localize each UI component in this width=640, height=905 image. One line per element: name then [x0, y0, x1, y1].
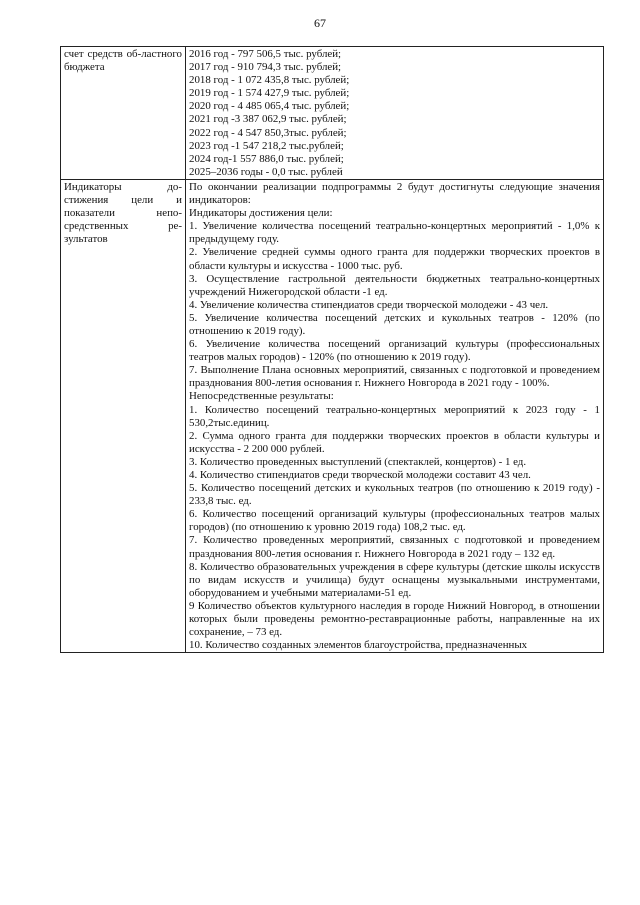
budget-line: 2023 год -1 547 218,2 тыс.рублей; — [189, 139, 344, 152]
budget-line: 2018 год - 1 072 435,8 тыс. рублей; — [189, 74, 350, 87]
indicators-cell — [186, 179, 604, 652]
indicator-item: 3. Осуществление гастрольной деятельности бюджетных театрально-концертных учреждений Нижегородской области -1 ед. — [189, 272, 600, 298]
result-item: 6. Количество посещений организаций культуры (профессиональных театров малых городов) (по отношению к уровню 2019 года) 108,2 тыс. ед. — [189, 508, 600, 534]
row-label-budget: счет средств об-ластного бюджета — [61, 47, 186, 180]
indicators-intro: По окончании реализации подпрограммы 2 будут достигнуты следующие значения индикаторов: — [189, 180, 600, 207]
indicator-item: 2. Увеличение средней суммы одного гранта для поддержки творческих проектов в области культуры и искусства - 1000 тыс. руб. — [189, 246, 600, 272]
table-row-indicators — [61, 179, 604, 652]
table-row-budget — [61, 47, 604, 180]
result-item: 10. Количество созданных элементов благоустройства, предназначенных — [189, 639, 528, 652]
budget-line: 2024 год-1 557 886,0 тыс. рублей; — [189, 152, 344, 165]
indicator-item: 5. Увеличение количества посещений детских и кукольных театров - 120% (по отношению к 2019 году). — [189, 311, 600, 337]
indicator-item: 7. Выполнение Плана основных мероприятий, связанных с подготовкой и проведением празднования 800-летия основания г. Нижнего Новгорода в 2021 году - 100%. — [189, 364, 600, 390]
row-label-indicators: Индикаторы до-стижения цели и показатели непо-средственных ре-зультатов — [61, 179, 186, 652]
result-item: 4. Количество стипендиатов среди творческой молодежи составит 43 чел. — [189, 469, 531, 481]
result-item: 8. Количество образовательных учреждения в сфере культуры (детские школы искусств по видам искусств и училища) будут оснащены музыкальными инструментами, оборудованием и учебными материалами-51 ед. — [189, 560, 600, 599]
result-item: 3. Количество проведенных выступлений (спектаклей, концертов) - 1 ед. — [189, 455, 527, 468]
budget-line: 2019 год - 1 574 427,9 тыс. рублей; — [189, 87, 350, 100]
result-item: 7. Количество проведенных мероприятий, связанных с подготовкой и проведением празднования 800-летия основания г. Нижнего Новгорода в 2021 году – 132 ед. — [189, 534, 600, 560]
indicators-heading: Индикаторы достижения цели: — [189, 207, 333, 220]
indicator-item: 6. Увеличение количества посещений организаций культуры (профессиональных театров малых городов) - 120% (по отношению к 2019 году). — [189, 338, 600, 364]
budget-years-cell — [186, 47, 604, 180]
budget-line: 2022 год - 4 547 850,3тыс. рублей; — [189, 126, 347, 139]
result-item: 9 Количество объектов культурного наследия в городе Нижний Новгород, в отношении которых были проведены ремонтно-реставрационные работы, направленные на их сохранение, – 73 ед. — [189, 599, 600, 639]
result-item: 1. Количество посещений театрально-концертных мероприятий к 2023 году - 1 530,2тыс.единиц. — [189, 403, 600, 429]
budget-line: 2017 год - 910 794,3 тыс. рублей; — [189, 61, 342, 74]
budget-line: 2025–2036 годы - 0,0 тыс. рублей — [189, 165, 343, 178]
indicator-item: 4. Увеличение количества стипендиатов среди творческой молодежи - 43 чел. — [189, 298, 549, 311]
passport-table — [60, 46, 604, 653]
page-number: 67 — [314, 16, 326, 30]
result-item: 5. Количество посещений детских и кукольных театров (по отношению к 2019 году) - 233,8 тыс. ед. — [189, 482, 600, 508]
budget-line: 2021 год -3 387 062,9 тыс. рублей; — [189, 113, 347, 126]
results-heading: Непосредственные результаты: — [189, 390, 334, 403]
budget-line: 2016 год - 797 506,5 тыс. рублей; — [189, 48, 342, 60]
budget-line: 2020 год - 4 485 065,4 тыс. рублей; — [189, 100, 350, 113]
indicator-item: 1. Увеличение количества посещений театрально-концертных мероприятий - 1,0% к предыдущему году. — [189, 220, 600, 246]
result-item: 2. Сумма одного гранта для поддержки творческих проектов в области культуры и искусства - 2 200 000 рублей. — [189, 429, 600, 455]
